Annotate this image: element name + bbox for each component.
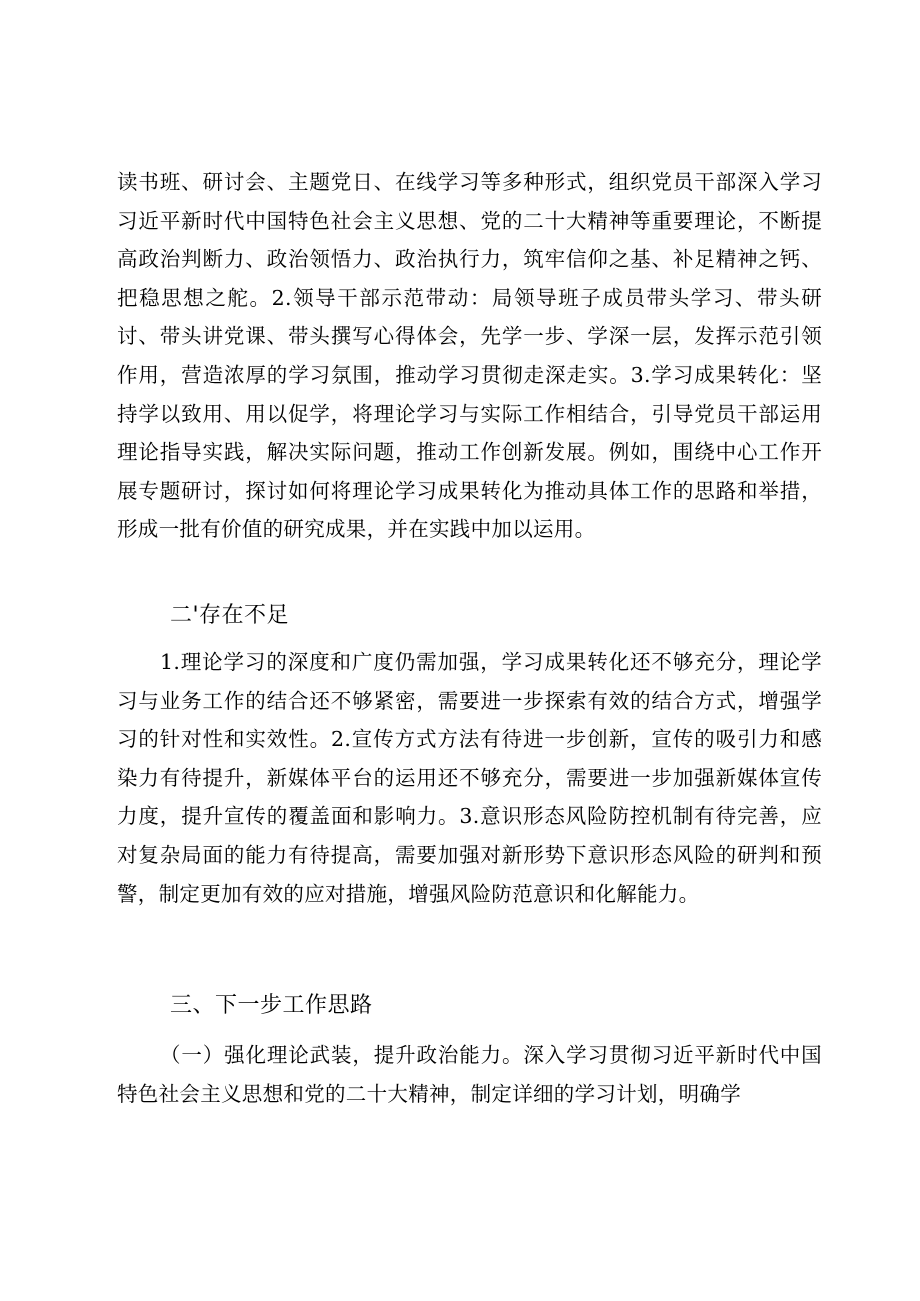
section-heading-shortcomings: 二'存在不足: [170, 603, 290, 628]
paragraph-theory-study: 读书班、研讨会、主题党日、在线学习等多种形式，组织党员干部深入学习习近平新时代中国特色社会主义思想、党的二十大精神等重要理论，不断提高政治判断力、政治领悟力、政治执行力，筑牢信仰之基、补足精神之钙、把稳思想之舵。2.领导干部示范带动：局领导班子成员带头学习、带头研讨、带头讲党课、带头撰写心得体会，先学一步、学深一层，发挥示范引领作用，营造浓厚的学习氛围，推动学习贯彻走深走实。3.学习成果转化：坚持学以致用、用以促学，将理论学习与实际工作相结合，引导党员干部运用理论指导实践，解决实际问题，推动工作创新发展。例如，围绕中心工作开展专题研讨，探讨如何将理论学习成果转化为推动具体工作的思路和举措，形成一批有价值的研究成果，并在实践中加以运用。: [117, 170, 822, 542]
section-heading-next-steps: 三、下一步工作思路: [170, 993, 373, 1018]
paragraph-next-steps: （一）强化理论武装，提升政治能力。深入学习贯彻习近平新时代中国特色社会主义思想和党的二十大精神，制定详细的学习计划，明确学: [117, 1043, 822, 1106]
paragraph-shortcomings: 1.理论学习的深度和广度仍需加强，学习成果转化还不够充分，理论学习与业务工作的结合还不够紧密，需要进一步探索有效的结合方式，增强学习的针对性和实效性。2.宣传方式方法有待进一步创新，宣传的吸引力和感染力有待提升，新媒体平台的运用还不够充分，需要进一步加强新媒体宣传力度，提升宣传的覆盖面和影响力。3.意识形态风险防控机制有待完善，应对复杂局面的能力有待提高，需要加强对新形势下意识形态风险的研判和预警，制定更加有效的应对措施，增强风险防范意识和化解能力。: [117, 650, 822, 906]
